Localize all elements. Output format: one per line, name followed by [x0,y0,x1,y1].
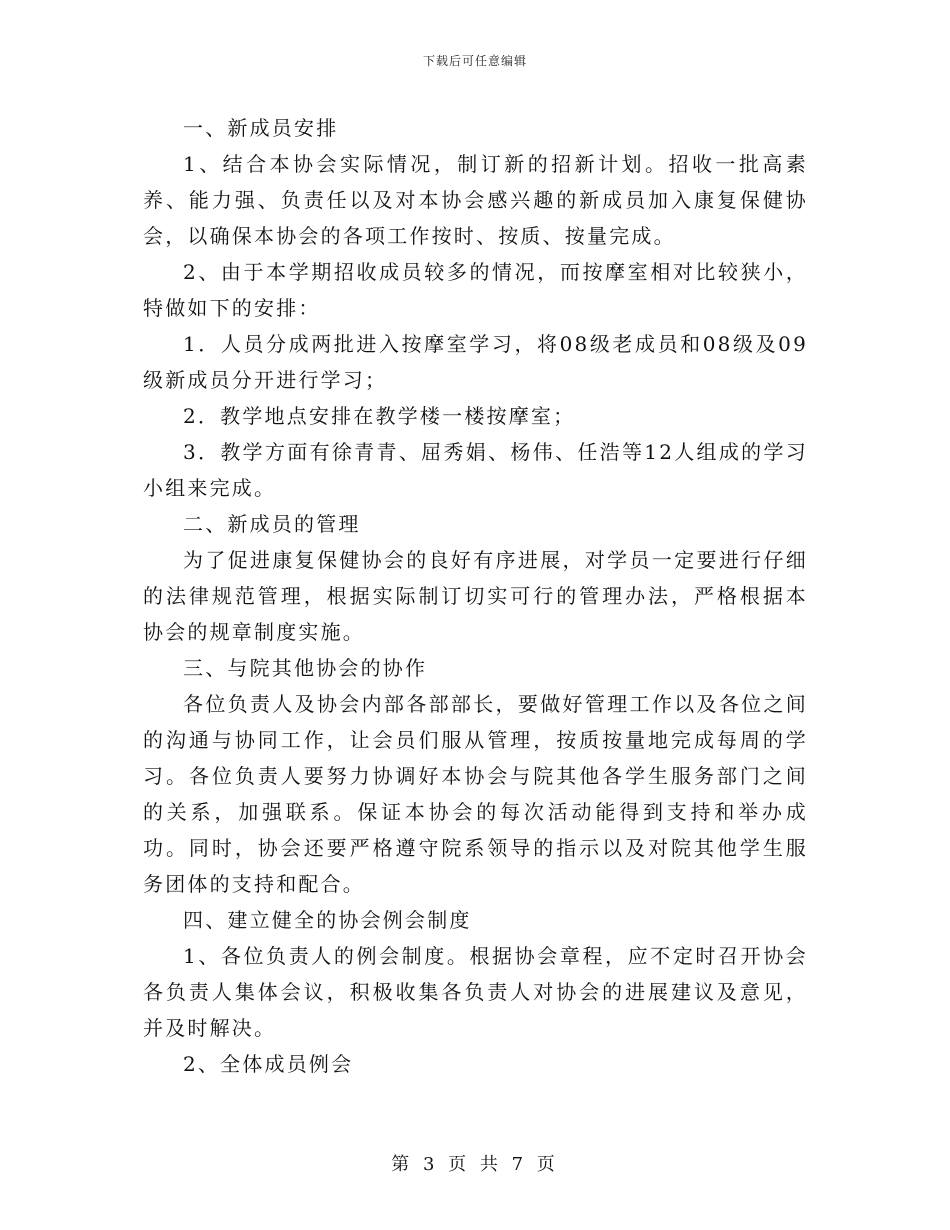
list-item: 3．教学方面有徐青青、屈秀娟、杨伟、任浩等12人组成的学习小组来完成。 [143,440,808,500]
paragraph: 1、结合本协会实际情况，制订新的招新计划。招收一批高素养、能力强、负责任以及对本协会感兴趣的新成员加入康复保健协会，以确保本协会的各项工作按时、按质、按量完成。 [143,152,808,248]
list-item: 1．人员分成两批进入按摩室学习，将08级老成员和08级及09级新成员分开进行学习； [143,332,808,392]
document-body [143,110,808,1082]
paragraph: 2、全体成员例会 [183,1052,354,1076]
section-heading-new-members: 一、新成员安排 [183,116,339,140]
paragraph: 各位负责人及协会内部各部部长，要做好管理工作以及各位之间的沟通与协同工作，让会员们服从管理，按质按量地完成每周的学习。各位负责人要努力协调好本协会与院其他各学生服务部门之间的关系，加强联系。保证本协会的每次活动能得到支持和举办成功。同时，协会还要严格遵守院系领导的指示以及对院其他学生服务团体的支持和配合。 [143,692,808,896]
paragraph: 1、各位负责人的例会制度。根据协会章程，应不定时召开协会各负责人集体会议，积极收集各负责人对协会的进展建议及意见，并及时解决。 [143,944,808,1040]
page-number: 第 3 页 共 7 页 [391,1154,559,1175]
paragraph: 2、由于本学期招收成员较多的情况，而按摩室相对比较狭小，特做如下的安排： [143,260,808,320]
section-heading-management: 二、新成员的管理 [183,512,361,536]
page-header: 下载后可任意编辑 [422,54,527,68]
list-item: 2．教学地点安排在教学楼一楼按摩室； [183,404,576,428]
paragraph: 为了促进康复保健协会的良好有序进展，对学员一定要进行仔细的法律规范管理，根据实际制订切实可行的管理办法，严格根据本协会的规章制度实施。 [143,548,808,644]
section-heading-cooperation: 三、与院其他协会的协作 [183,656,428,680]
section-heading-meetings: 四、建立健全的协会例会制度 [183,908,472,932]
